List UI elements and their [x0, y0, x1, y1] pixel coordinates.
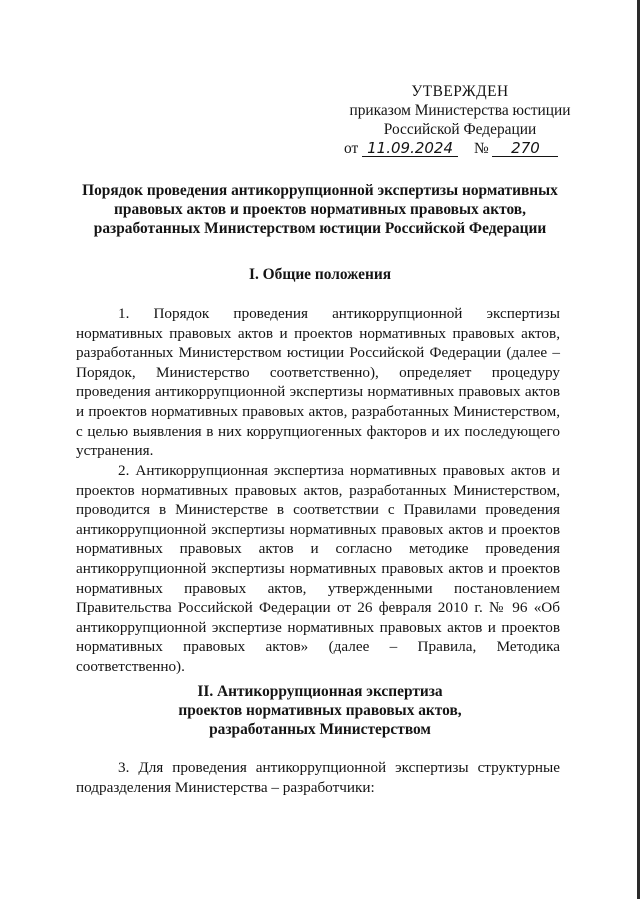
paragraph-2: 2. Антикоррупционная экспертиза нормативных правовых актов и проектов нормативных правовых актов, разработанных Министерством, проводится в Министерстве в соответствии с Правилами проведения антикоррупционной экспертизы нормативных правовых актов и проектов нормативных правовых актов и согласно методике проведения антикоррупционной экспертизы нормативных правовых актов и проектов нормативных правовых актов, утвержденными постановлением Правительства Российской Федерации от 26 февраля 2010 г. № 96 «Об антикоррупционной экспертизе нормативных правовых актов и проектов нормативных правовых актов» (далее – Правила, Методика соответственно).	[76, 462, 560, 675]
section-2-heading-line-2: проектов нормативных правовых актов,	[178, 702, 462, 719]
section-2-heading	[80, 682, 560, 739]
order-date-number-line	[340, 139, 580, 158]
handwritten-date: 11.09.2024	[362, 140, 458, 157]
handwritten-number: 270	[492, 140, 558, 157]
section-1-heading: I. Общие положения	[248, 266, 392, 283]
approval-block	[340, 82, 580, 158]
section-2-heading-line-1: II. Антикоррупционная экспертиза	[197, 683, 443, 700]
approval-line-2: Российской Федерации	[383, 121, 537, 138]
paragraph-1: 1. Порядок проведения антикоррупционной экспертизы нормативных правовых актов и проектов нормативных правовых актов, разработанных Министерством юстиции Российской Федерации (далее – Порядок, Министерство соответственно), определяет процедуру проведения антикоррупционной экспертизы нормативных правовых актов и проектов нормативных правовых актов, разработанных Министерством, с целью выявления в них коррупциогенных факторов и их последующего устранения.	[76, 305, 560, 460]
approval-line-1: приказом Министерства юстиции	[349, 102, 571, 119]
section-2-heading-line-3: разработанных Министерством	[209, 721, 431, 738]
document-title: Порядок проведения антикоррупционной экспертизы нормативных правовых актов и проектов нормативных правовых актов, разработанных Министерством юстиции Российской Федерации	[82, 182, 558, 237]
date-prefix: от	[344, 140, 359, 157]
paragraph-3: 3. Для проведения антикоррупционной экспертизы структурные подразделения Министерства – разработчики:	[76, 759, 560, 796]
number-prefix: №	[473, 140, 489, 157]
approval-heading: УТВЕРЖДЕН	[411, 83, 509, 100]
